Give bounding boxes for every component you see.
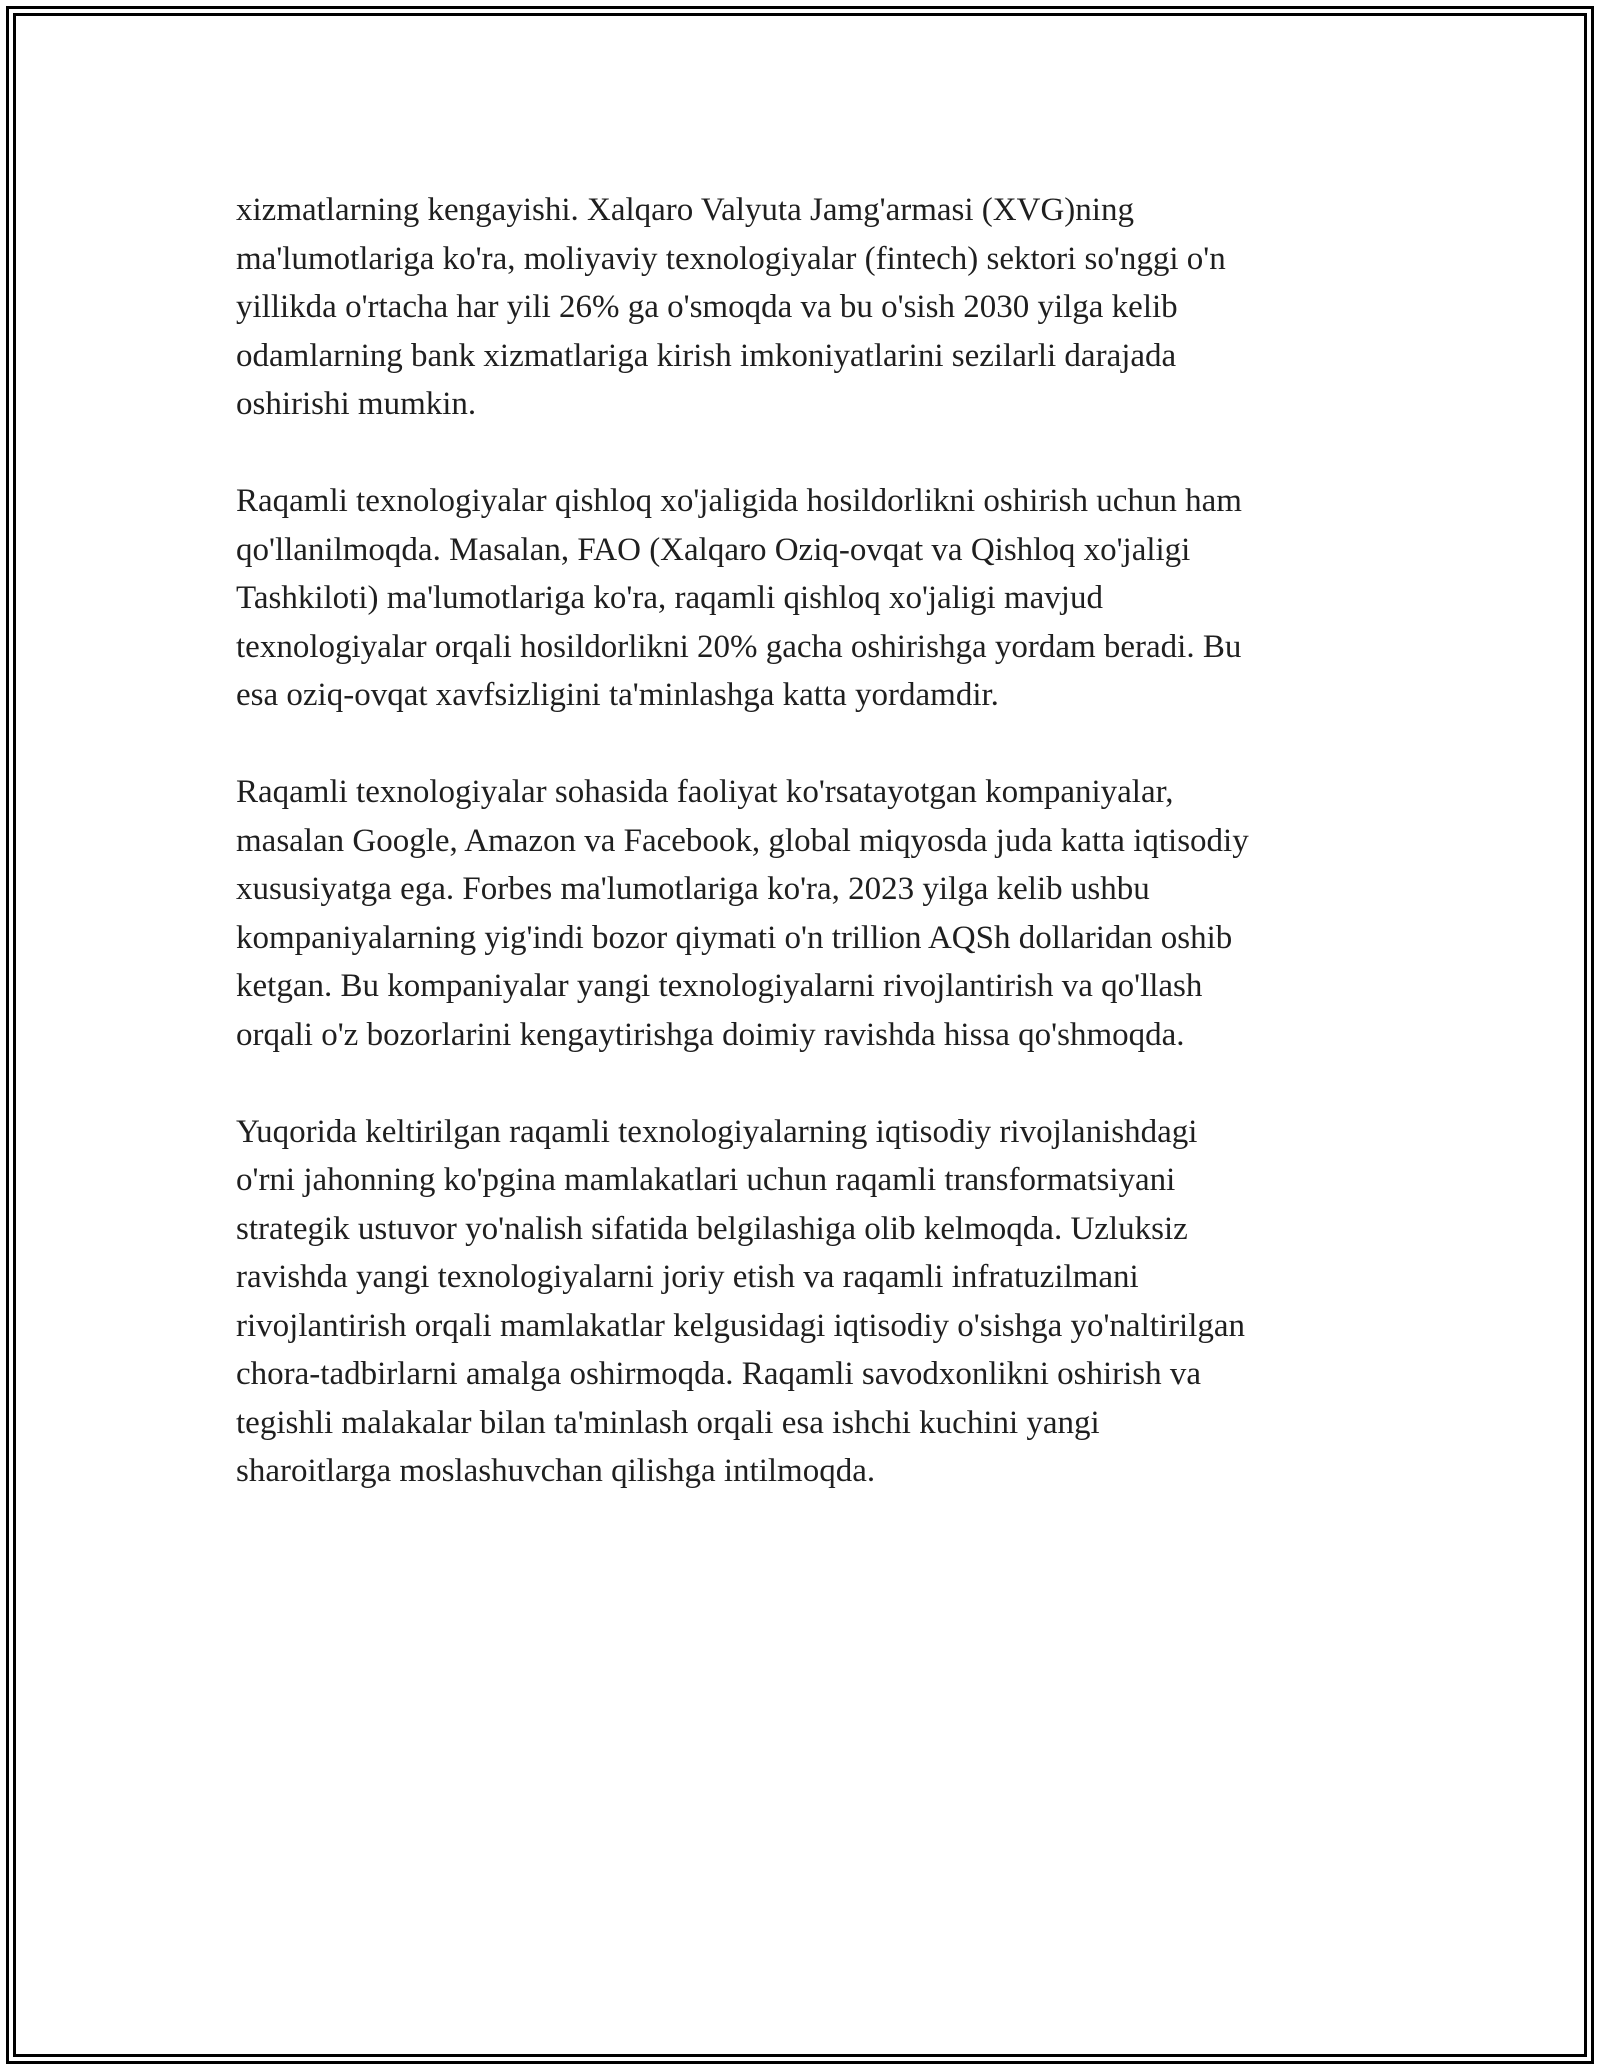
text-line: odamlarning bank xizmatlariga kirish imkoniyatlarini sezilarli darajada (236, 337, 1177, 374)
text-line: orqali o'z bozorlarini kengaytirishga doimiy ravishda hissa qo'shmoqda. (236, 1016, 1185, 1053)
text-line: sharoitlarga moslashuvchan qilishga intilmoqda. (236, 1453, 876, 1489)
text-line: tegishli malakalar bilan ta'minlash orqali esa ishchi kuchini yangi (236, 1404, 1100, 1441)
text-line: Yuqorida keltirilgan raqamli texnologiyalarning iqtisodiy rivojlanishdagi (236, 1113, 1198, 1150)
text-line: strategik ustuvor yo'nalish sifatida belgilashiga olib kelmoqda. Uzluksiz (236, 1210, 1188, 1247)
text-line: yillikda o'rtacha har yili 26% ga o'smoqda va bu o'sish 2030 yilga kelib (236, 289, 1178, 325)
text-line: masalan Google, Amazon va Facebook, global miqyosda juda katta iqtisodiy (236, 822, 1249, 859)
text-line: ravishda yangi texnologiyalarni joriy etish va raqamli infratuzilmani (236, 1259, 1139, 1295)
text-line: o'rni jahonning ko'pgina mamlakatlari uchun raqamli transformatsiyani (236, 1162, 1176, 1198)
text-line: Raqamli texnologiyalar qishloq xo'jaligida hosildorlikni oshirish uchun ham (236, 483, 1242, 519)
paragraph-companies (236, 768, 1376, 1059)
text-line: oshirishi mumkin. (236, 386, 477, 422)
text-line: kompaniyalarning yig'indi bozor qiymati o'n trillion AQSh dollaridan oshib (236, 919, 1233, 956)
paragraph-agriculture (236, 477, 1376, 720)
text-line: esa oziq-ovqat xavfsizligini ta'minlashga katta yordamdir. (236, 677, 999, 713)
text-line: texnologiyalar orqali hosildorlikni 20% gacha oshirishga yordam beradi. Bu (236, 628, 1242, 665)
text-line: chora-tadbirlarni amalga oshirmoqda. Raqamli savodxonlikni oshirish va (236, 1356, 1202, 1392)
text-line: Tashkiloti) ma'lumotlariga ko'ra, raqamli qishloq xo'jaligi mavjud (236, 580, 1103, 616)
text-line: xususiyatga ega. Forbes ma'lumotlariga ko'ra, 2023 yilga kelib ushbu (236, 871, 1150, 907)
text-line: ma'lumotlariga ko'ra, moliyaviy texnologiyalar (fintech) sektori so'nggi o'n (236, 240, 1226, 277)
paragraph-fintech (236, 186, 1376, 429)
text-line: ketgan. Bu kompaniyalar yangi texnologiyalarni rivojlantirish va qo'llash (236, 968, 1203, 1004)
text-line: rivojlantirish orqali mamlakatlar kelgusidagi iqtisodiy o'sishga yo'naltirilgan (236, 1307, 1246, 1344)
text-line: Raqamli texnologiyalar sohasida faoliyat ko'rsatayotgan kompaniyalar, (236, 774, 1174, 810)
text-line: xizmatlarning kengayishi. Xalqaro Valyuta Jamg'armasi (XVG)ning (236, 192, 1134, 228)
text-line: qo'llanilmoqda. Masalan, FAO (Xalqaro Oziq-ovqat va Qishloq xo'jaligi (236, 531, 1191, 568)
document-body (236, 186, 1376, 1544)
paragraph-transformation (236, 1108, 1376, 1496)
